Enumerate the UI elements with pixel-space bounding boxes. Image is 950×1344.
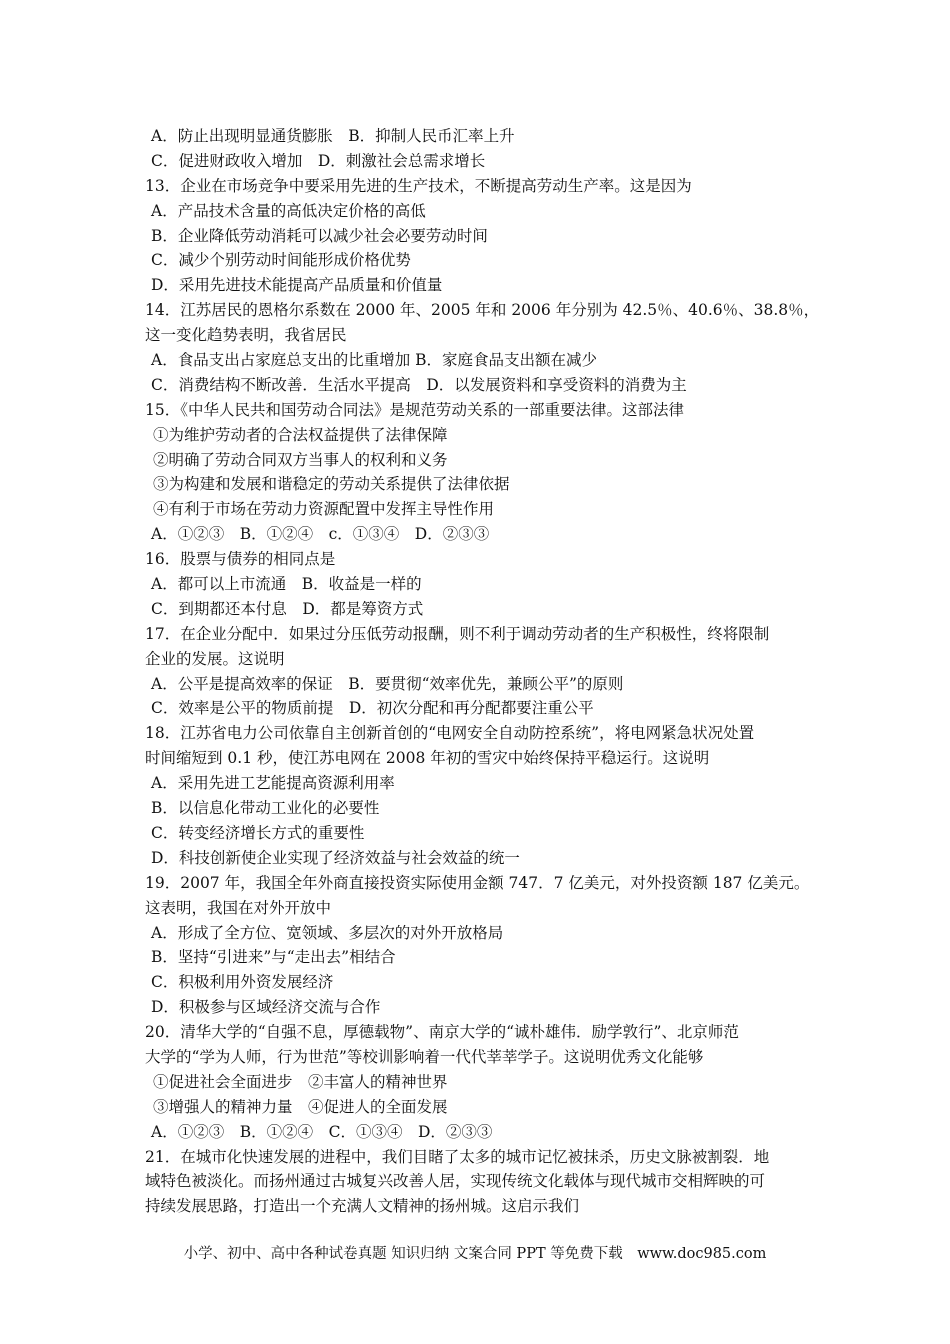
statement-item-line: ①促进社会全面进步 ②丰富人的精神世界 — [153, 1072, 448, 1091]
question-text-line: 域特色被淡化。而扬州通过古城复兴改善人居，实现传统文化载体与现代城市交相辉映的可 — [145, 1172, 766, 1191]
answer-option-line: B．坚持“引进来”与“走出去”相结合 — [151, 948, 396, 967]
question-text-line: 19．2007 年，我国全年外商直接投资实际使用金额 747．7 亿美元，对外投资额 187 亿美元。 — [145, 873, 810, 892]
answer-option-line: A．都可以上市流通 B．收益是一样的 — [151, 575, 422, 594]
exam-content — [145, 124, 845, 1219]
question-text-line: 这一变化趋势表明，我省居民 — [145, 326, 347, 345]
question-text-line: 21．在城市化快速发展的进程中，我们目睹了太多的城市记忆被抹杀，历史文脉被割裂．地 — [145, 1147, 770, 1166]
answer-option-line: C．到期都还本付息 D．都是筹资方式 — [151, 599, 424, 618]
question-text-line: 15．《中华人民共和国劳动合同法》是规范劳动关系的一部重要法律。这部法律 — [145, 400, 684, 419]
answer-option-line: C．转变经济增长方式的重要性 — [151, 823, 365, 842]
question-text-line: 企业的发展。这说明 — [145, 649, 285, 668]
statement-item-line: ③增强人的精神力量 ④促进人的全面发展 — [153, 1097, 448, 1116]
statement-item-line: ④有利于市场在劳动力资源配置中发挥主导性作用 — [153, 500, 495, 519]
answer-option-line: A．防止出现明显通货膨胀 B．抑制人民币汇率上升 — [151, 127, 515, 145]
answer-option-line: A．采用先进工艺能提高资源利用率 — [151, 774, 395, 793]
question-text-line: 16．股票与债券的相同点是 — [145, 550, 336, 569]
question-text-line: 大学的“学为人师，行为世范”等校训影响着一代代莘莘学子。这说明优秀文化能够 — [145, 1047, 704, 1066]
statement-item-line: ①为维护劳动者的合法权益提供了法律保障 — [153, 425, 448, 444]
answer-option-line: A．形成了全方位、宽领域、多层次的对外开放格局 — [151, 923, 504, 942]
question-text-line: 20．清华大学的“自强不息，厚德载物”、南京大学的“诚朴雄伟．励学敦行”、北京师范 — [145, 1023, 739, 1042]
statement-item-line: ③为构建和发展和谐稳定的劳动关系提供了法律依据 — [153, 475, 510, 494]
answer-option-line: A．产品技术含量的高低决定价格的高低 — [151, 201, 426, 220]
answer-option-line: C．积极利用外资发展经济 — [151, 973, 334, 992]
answer-option-line: A．公平是提高效率的保证 B．要贯彻“效率优先，兼顾公平”的原则 — [151, 674, 624, 693]
answer-option-line: A．①②③ B．①②④ C．①③④ D．②③③ — [151, 1122, 493, 1141]
question-text-line: 时间缩短到 0.1 秒，使江苏电网在 2008 年初的雪灾中始终保持平稳运行。这说明 — [145, 749, 710, 768]
answer-option-line: C．效率是公平的物质前提 D．初次分配和再分配都要注重公平 — [151, 699, 594, 718]
question-text-line: 18．江苏省电力公司依靠自主创新首创的“电网安全自动防控系统”，将电网紧急状况处置 — [145, 724, 755, 743]
statement-item-line: ②明确了劳动合同双方当事人的权利和义务 — [153, 450, 448, 469]
answer-option-line: B．以信息化带动工业化的必要性 — [151, 799, 380, 818]
answer-option-line: A．①②③ B．①②④ c．①③④ D．②③③ — [151, 525, 490, 544]
answer-option-line: B．企业降低劳动消耗可以减少社会必要劳动时间 — [151, 226, 488, 245]
answer-option-line: C．减少个别劳动时间能形成价格优势 — [151, 251, 411, 270]
question-text-line: 14．江苏居民的恩格尔系数在 2000 年、2005 年和 2006 年分别为 42.5％、40.6％、38.8％， — [145, 301, 820, 320]
question-text-line: 持续发展思路，打造出一个充满人文精神的扬州城。这启示我们 — [145, 1197, 580, 1216]
question-text-line: 这表明，我国在对外开放中 — [145, 898, 332, 917]
answer-option-line: D．采用先进技术能提高产品质量和价值量 — [151, 276, 443, 295]
answer-option-line: A．食品支出占家庭总支出的比重增加 B．家庭食品支出额在减少 — [151, 351, 598, 370]
answer-option-line: C．促进财政收入增加 D．刺激社会总需求增长 — [151, 151, 486, 170]
answer-option-line: C．消费结构不断改善．生活水平提高 D．以发展资料和享受资料的消费为主 — [151, 375, 687, 394]
page-footer: 小学、初中、高中各种试卷真题 知识归纳 文案合同 PPT 等免费下载 www.doc985.com — [183, 1246, 767, 1262]
question-text-line: 17．在企业分配中．如果过分压低劳动报酬，则不利于调动劳动者的生产积极性，终将限制 — [145, 624, 770, 643]
answer-option-line: D．积极参与区域经济交流与合作 — [151, 998, 381, 1017]
answer-option-line: D．科技创新使企业实现了经济效益与社会效益的统一 — [151, 848, 520, 867]
question-text-line: 13．企业在市场竞争中要采用先进的生产技术，不断提高劳动生产率。这是因为 — [145, 176, 692, 195]
